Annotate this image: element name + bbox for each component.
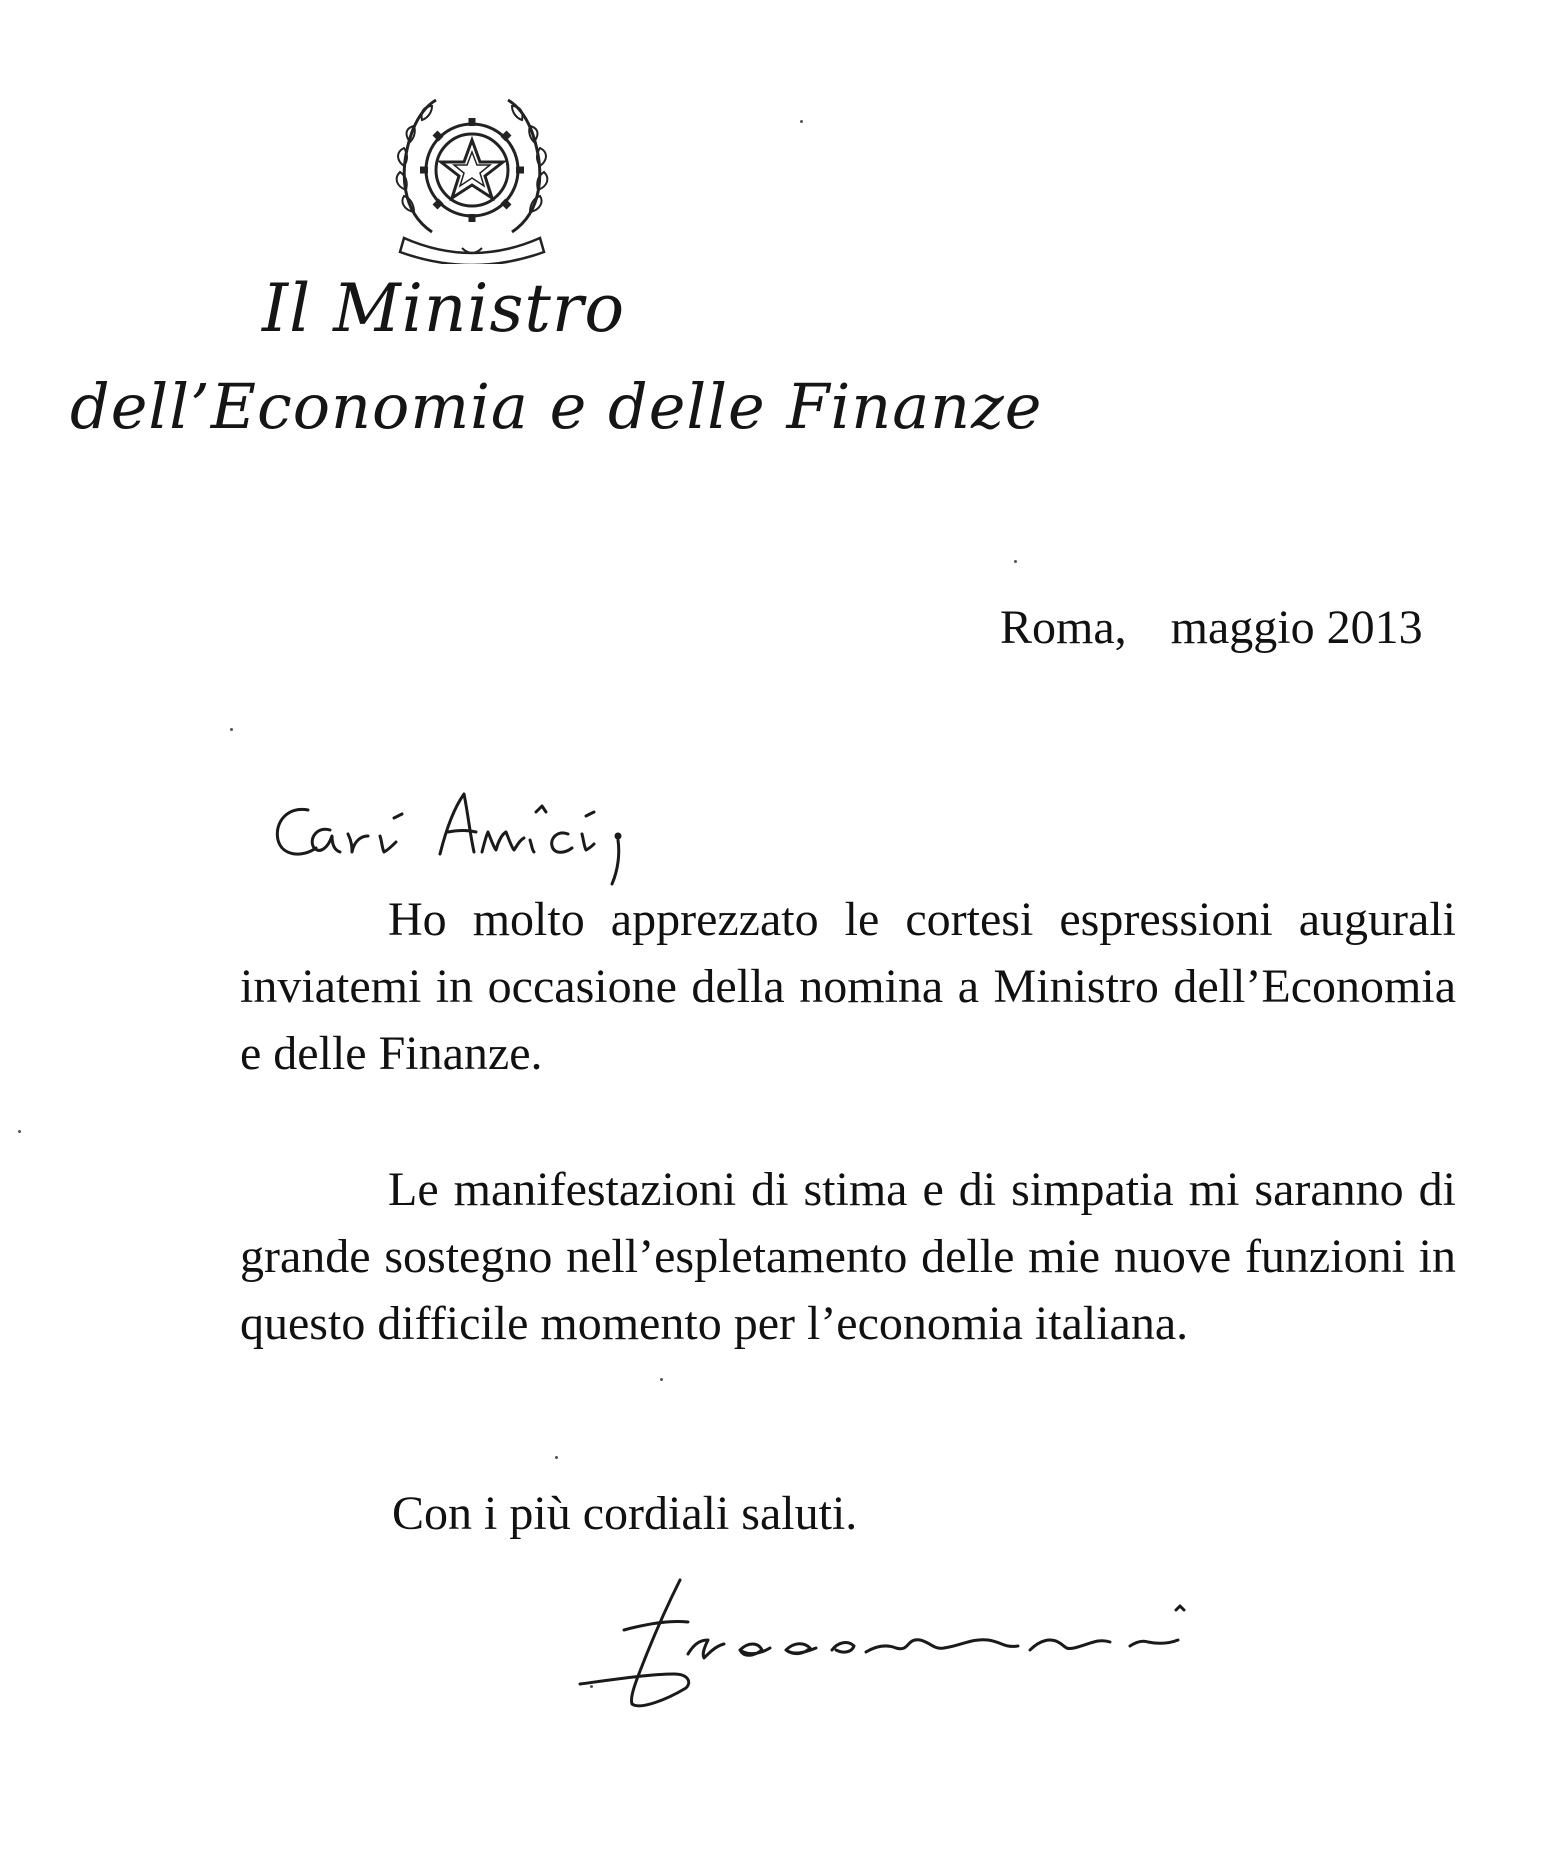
scan-speck <box>660 1378 663 1381</box>
body-paragraph-2: Le manifestazioni di stima e di simpatia mi saranno di grande sostegno nell’espletamento delle mie nuove funzioni in questo difficile momento per l’economia italiana. <box>240 1163 1456 1350</box>
italian-republic-emblem-icon <box>392 92 552 264</box>
scan-speck <box>800 120 803 123</box>
letterhead-title: Il Ministro <box>262 270 626 347</box>
handwritten-salutation-icon <box>268 770 758 900</box>
scan-speck <box>555 1456 558 1459</box>
scan-speck <box>18 1130 21 1133</box>
dateline-place: Roma, <box>1000 601 1127 654</box>
scan-speck <box>590 1685 593 1688</box>
handwritten-signature-icon <box>570 1570 1230 1720</box>
dateline <box>1000 600 1423 655</box>
scan-speck <box>1014 560 1017 563</box>
letterhead-ministry: dell’Economia e delle Finanze <box>70 370 1043 443</box>
body-paragraph-1: Ho molto apprezzato le cortesi espressioni augurali inviatemi in occasione della nomina a Ministro dell’Economia e delle Finanze. <box>240 893 1456 1080</box>
dateline-date: maggio 2013 <box>1170 601 1423 654</box>
closing-salutation: Con i più cordiali saluti. <box>392 1487 858 1540</box>
scan-speck <box>230 728 233 731</box>
